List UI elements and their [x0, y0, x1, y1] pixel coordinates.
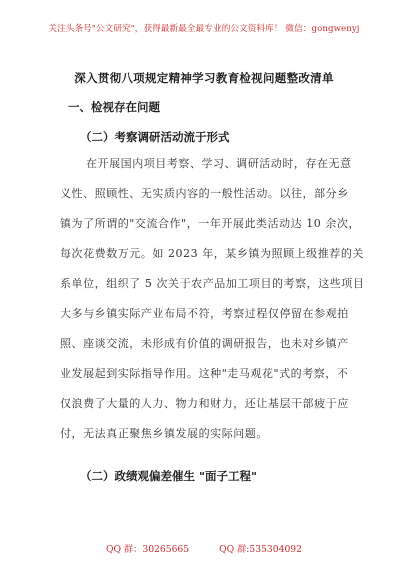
section-heading-1: 一、检视存在问题 — [68, 100, 160, 114]
paragraph-line-1: 在开展国内项目考察、学习、调研活动时，存在无意 — [86, 157, 352, 170]
header-banner: 关注头条号"公文研究"，获得最新最全最专业的公文资料库！ 微信：gongwenyj — [48, 24, 360, 34]
paragraph-line-10: 付，无法真正聚焦乡镇发展的实际问题。 — [60, 427, 268, 440]
document-title: 深入贯彻八项规定精神学习教育检视问题整改清单 — [74, 71, 334, 85]
footer-qq-group-1: QQ 群：30265665 — [105, 544, 190, 555]
paragraph-line-4: 每次花费数万元。如 2023 年，某乡镇为照顾上级推荐的关 — [60, 247, 364, 260]
paragraph-line-6: 大多与乡镇实际产业布局不符，考察过程仅停留在参观拍 — [60, 307, 349, 320]
paragraph-line-7: 照、座谈交流，未形成有价值的调研报告，也未对乡镇产 — [60, 337, 349, 350]
paragraph-line-5: 系单位，组织了 5 次关于农产品加工项目的考察，这些项目 — [60, 277, 365, 290]
footer-contacts — [0, 541, 408, 555]
paragraph-line-3: 镇为了所谓的"交流合作"，一年开展此类活动达 10 余次， — [60, 217, 361, 230]
footer-qq-group-2: QQ 群:535304092 — [219, 544, 302, 555]
paragraph-line-2: 义性、照顾性、无实质内容的一般性活动。以往，部分乡 — [60, 187, 349, 200]
paragraph-line-8: 业发展起到实际指导作用。这种"走马观花"式的考察，不 — [60, 367, 349, 380]
subsection-heading-2: （二）政绩观偏差催生 "面子工程" — [80, 469, 257, 483]
paragraph-line-9: 仅浪费了大量的人力、物力和财力，还让基层干部疲于应 — [60, 397, 349, 410]
subsection-heading-1: （二）考察调研活动流于形式 — [80, 130, 230, 144]
